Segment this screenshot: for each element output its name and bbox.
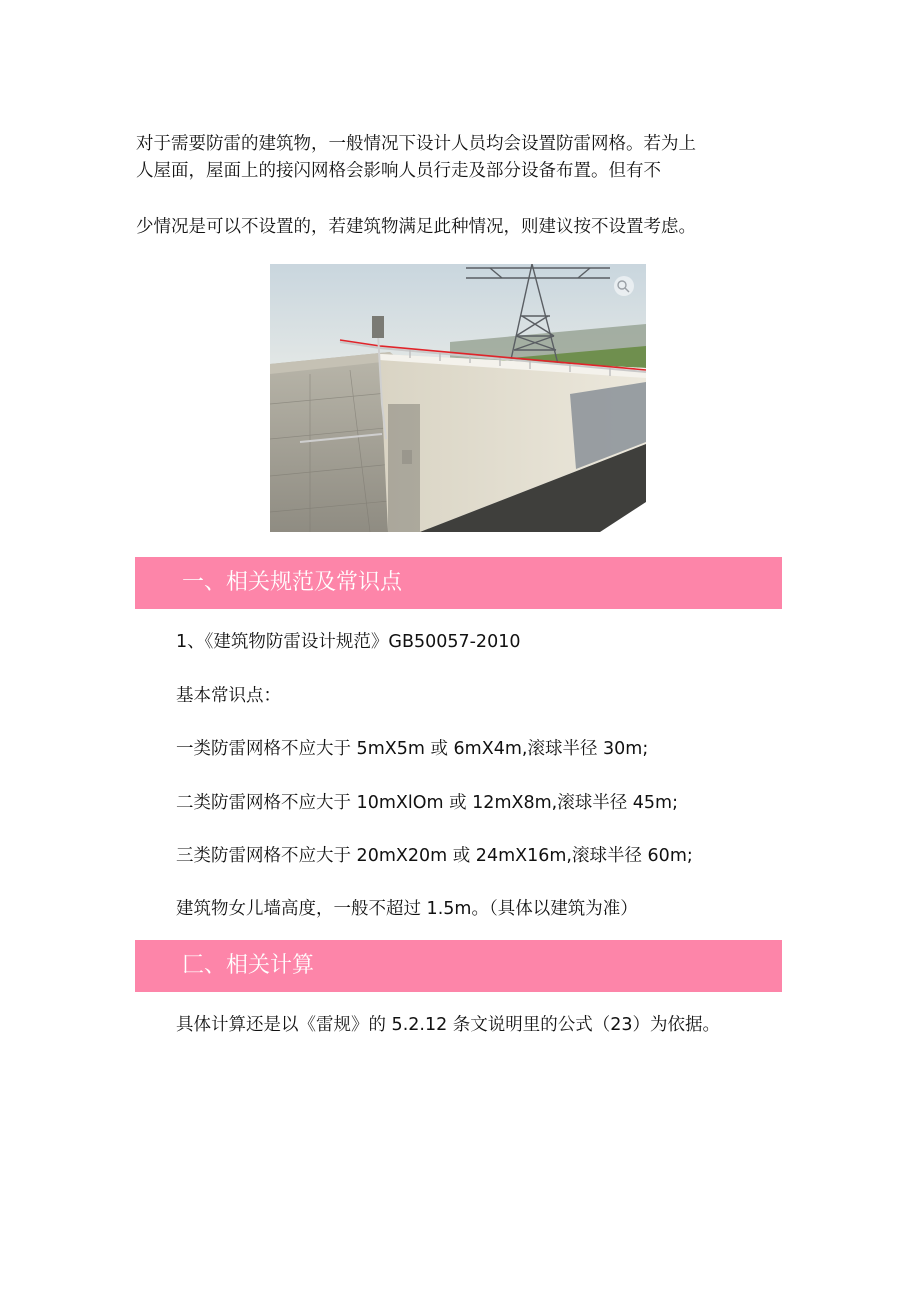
class-1-rule: 一类防雷网格不应大于 5mX5m 或 6mX4m,滚球半径 30m; [176,739,649,759]
section-heading-1: 一、相关规范及常识点 [182,570,403,595]
section-heading-2: 匚、相关计算 [182,953,315,978]
section-heading-bar-2 [135,940,782,992]
intro-line-1: 对于需要防雷的建筑物，一般情况下设计人员均会设置防雷网格。若为上 [136,134,696,154]
standard-reference: 1、《建筑物防雷设计规范》GB50057-2010 [176,632,521,652]
search-image-icon [614,276,634,296]
intro-line-3: 少情况是可以不设置的，若建筑物满足此种情况，则建议按不设置考虑。 [136,217,696,237]
parapet-height-note: 建筑物女儿墙高度，一般不超过 1.5m。（具体以建筑为准） [176,899,638,919]
class-2-rule: 二类防雷网格不应大于 10mXlOm 或 12mX8m,滚球半径 45m; [176,793,678,813]
calculation-basis: 具体计算还是以《雷规》的 5.2.12 条文说明里的公式（23）为依据。 [176,1015,721,1035]
basics-label: 基本常识点： [176,686,281,706]
rooftop-photo [270,264,646,532]
class-3-rule: 三类防雷网格不应大于 20mX20m 或 24mX16m,滚球半径 60m; [176,846,693,866]
intro-line-2: 人屋面，屋面上的接闪网格会影响人员行走及部分设备布置。但有不 [136,161,661,181]
section-heading-bar-1 [135,557,782,609]
